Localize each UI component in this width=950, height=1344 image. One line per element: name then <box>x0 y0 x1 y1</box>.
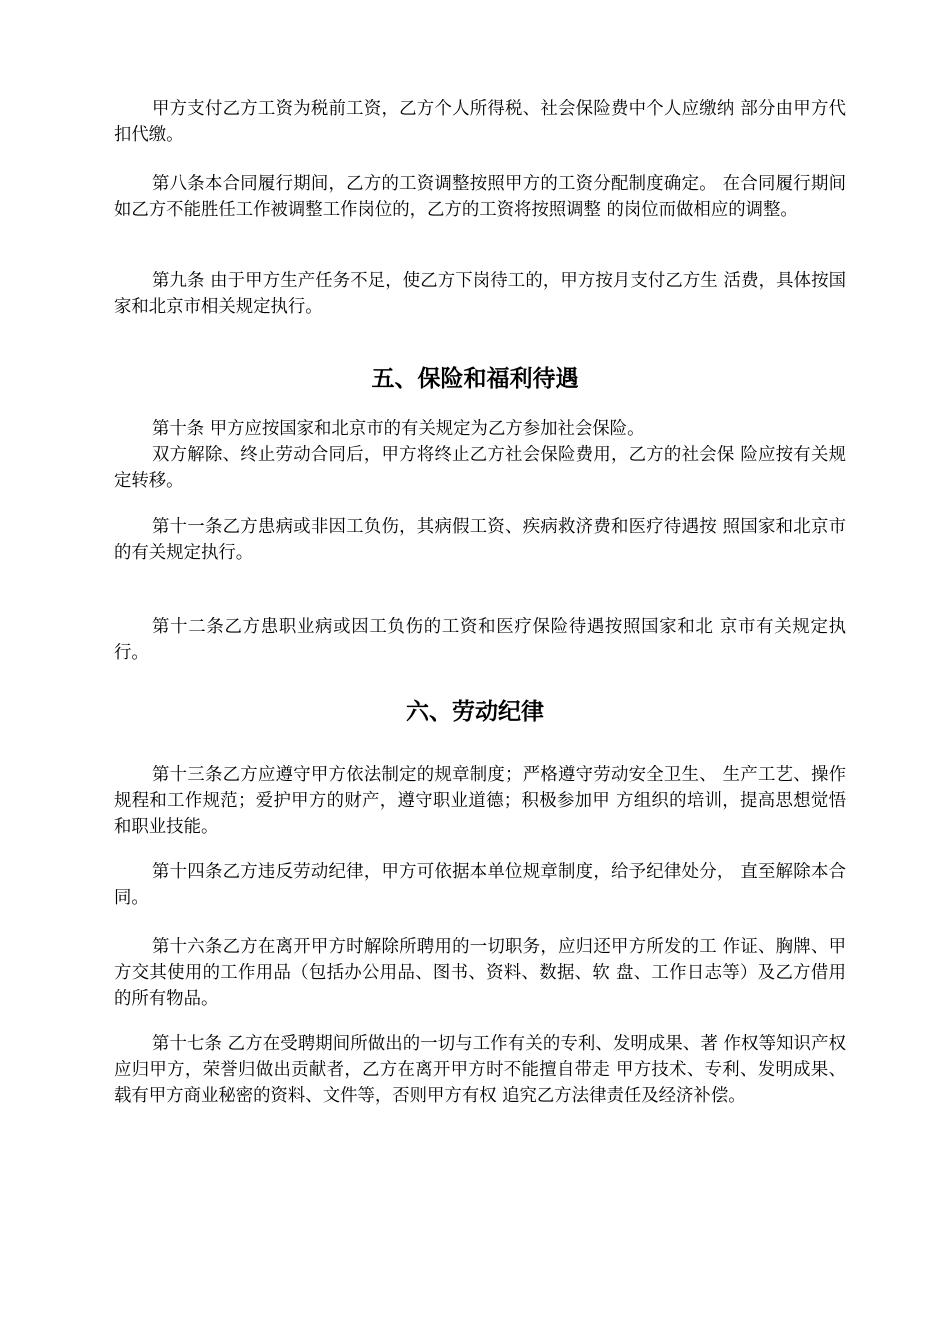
section-heading-discipline: 六、劳动纪律 <box>406 699 544 725</box>
paragraph-article-8: 第八条本合同履行期间，乙方的工资调整按照甲方的工资分配制度确定。 在合同履行期间如乙方不能胜任工作被调整工作岗位的，乙方的工资将按照调整 的岗位而做相应的调整。 <box>114 174 846 220</box>
paragraph-article-14: 第十四条乙方违反劳动纪律，甲方可依据本单位规章制度，给予纪律处分， 直至解除本合同。 <box>114 862 846 908</box>
paragraph-article-13: 第十三条乙方应遵守甲方依法制定的规章制度；严格遵守劳动安全卫生、 生产工艺、操作规程和工作规范；爱护甲方的财产，遵守职业道德；积极参加甲 方组织的培训，提高思想觉悟和职业技能。 <box>114 765 846 837</box>
section-heading-insurance: 五、保险和福利待遇 <box>371 366 579 392</box>
paragraph-wage-tax: 甲方支付乙方工资为税前工资，乙方个人所得税、社会保险费中个人应缴纳 部分由甲方代扣代缴。 <box>114 99 846 145</box>
paragraph-article-17: 第十七条 乙方在受聘期间所做出的一切与工作有关的专利、发明成果、著 作权等知识产权应归甲方，荣誉归做出贡献者，乙方在离开甲方时不能擅自带走 甲方技术、专利、发明成果、载有甲方商业秘密的资料、文件等，否则甲方有权 追究乙方法律责任及经济补偿。 <box>114 1034 846 1106</box>
paragraph-article-16: 第十六条乙方在离开甲方时解除所聘用的一切职务，应归还甲方所发的工 作证、胸牌、甲方交其使用的工作用品（包括办公用品、图书、资料、数据、软 盘、工作日志等）及乙方借用的所有物品。 <box>114 937 846 1009</box>
paragraph-article-11: 第十一条乙方患病或非因工负伤，其病假工资、疾病救济费和医疗待遇按 照国家和北京市的有关规定执行。 <box>114 517 846 563</box>
paragraph-article-10: 第十条 甲方应按国家和北京市的有关规定为乙方参加社会保险。 <box>152 419 645 439</box>
paragraph-social-insurance-transfer: 双方解除、终止劳动合同后，甲方将终止乙方社会保险费用，乙方的社会保 险应按有关规定转移。 <box>114 445 846 491</box>
paragraph-article-9: 第九条 由于甲方生产任务不足，使乙方下岗待工的，甲方按月支付乙方生 活费，具体按国家和北京市相关规定执行。 <box>114 271 846 317</box>
paragraph-article-12: 第十二条乙方患职业病或因工负伤的工资和医疗保险待遇按照国家和北 京市有关规定执行。 <box>114 617 846 663</box>
